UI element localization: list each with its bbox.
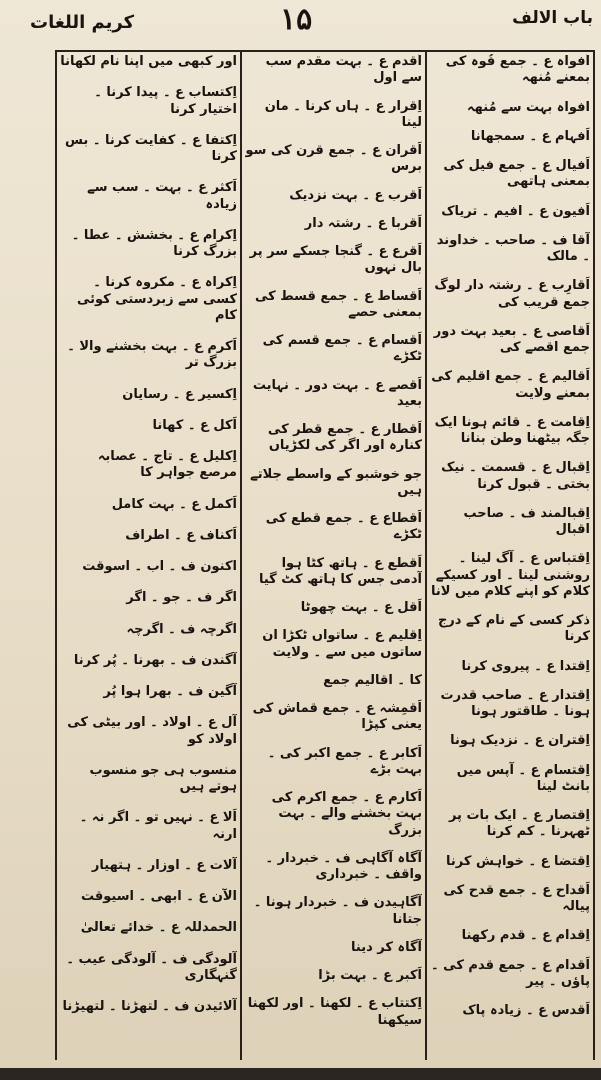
column-right (430, 54, 590, 1064)
dictionary-entry: اَفواہ ع ۔ جمع فُوہ کی بمعنے مُنھہ (445, 54, 590, 86)
column-left (60, 54, 237, 1064)
dictionary-entry: اِقتسام ع ۔ آپس میں بانٹ لینا (456, 762, 590, 794)
dictionary-entry: اَقرع ع ۔ گنجا جسکے سر پر بال نہوں (249, 244, 422, 276)
dictionary-entry: اِقتضا ع ۔ خواہش کرنا (446, 853, 590, 869)
dictionary-entry: اَکبر ع ۔ بہت بڑا (318, 968, 422, 983)
dictionary-entry: اَقران ع ۔ جمع قرن کی سو برس (245, 143, 422, 175)
dictionary-entry: اِقتدا ع ۔ پیروی کرنا (461, 658, 590, 674)
dictionary-entry: اِقتران ع ۔ نزدیک ہونا (450, 733, 590, 749)
dictionary-entry: اِکسیر ع ۔ رسایان (122, 386, 237, 402)
dictionary-entry: اِقرار ع ۔ ہاں کرنا ۔ مان لینا (264, 98, 422, 130)
dictionary-entry: آگاہیدن ف ۔ خبردار ہونا ۔ جتانا (253, 895, 422, 927)
dictionary-entry: اِکتفا ع ۔ کفایت کرنا ۔ بس کرنا (65, 132, 237, 164)
dictionary-entry: آگاہ آگاہی ف ۔ خبردار ۔ واقف ۔ خبرداری (265, 850, 422, 882)
dictionary-entry: آلودگی ف ۔ آلودگی عیب ۔ گنہگاری (66, 951, 237, 983)
book-title: کریم اللغات (30, 12, 135, 33)
dictionary-entry: اَکابر ع ۔ جمع اکبر کی ۔ بہت بڑے (267, 745, 422, 777)
dictionary-entry: افواہ بہت سے مُنھہ (467, 99, 590, 115)
dictionary-entry: اور کبھی میں اپنا نام لکھانا (60, 54, 237, 69)
dictionary-entry: کا ۔ اقالیم جمع (323, 672, 422, 688)
column-divider-outer-left (55, 50, 57, 1060)
dictionary-entry: اکنون ف ۔ اب ۔ اسوقت (82, 559, 237, 574)
dictionary-entry: اَقاصی ع ۔ بعید بہت دور جمع اقصے کی (433, 323, 590, 355)
dictionary-entry: اَقارِب ع ۔ رشتہ دار لوگ جمع قریب کی (434, 278, 590, 310)
scan-bottom-edge (0, 1068, 601, 1080)
page-header (0, 0, 601, 50)
dictionary-entry: اِقلیم ع ۔ ساتواں ٹکڑا ان ساتوں میں سے ۔ ولایت (262, 628, 422, 660)
dictionary-entry: اَکرم ع ۔ بہت بخشنے والا ۔ بزرگ تر (67, 339, 237, 371)
dictionary-entry: اَکثر ع ۔ بہت ۔ سب سے زیادہ (87, 180, 237, 212)
dictionary-entry: الحمدللہ ع ۔ خدائے تعالیٰ (80, 920, 237, 936)
dictionary-entry: اَقساط ع ۔ جمع قسط کی بمعنی حصے (254, 288, 422, 320)
dictionary-entry: اِقبال ع ۔ قسمت ۔ نیک بختی ۔ قبول کرنا (441, 460, 590, 492)
column-left-entries (60, 54, 237, 1015)
dictionary-entry: آلات ع ۔ اوزار ۔ ہتھیار (91, 857, 237, 873)
dictionary-entry: اَقدام ع ۔ جمع قدم کی ۔ پاؤں ۔ پیر (431, 957, 590, 989)
dictionary-entry: اَقالیم ع ۔ جمع اقلیم کی بمعنے ولایت (431, 369, 590, 401)
dictionary-entry: اَقصے ع ۔ بہت دور ۔ نہایت بعید (252, 377, 422, 409)
dictionary-entry: آگین ف ۔ بھرا ہوا پُر (103, 684, 237, 699)
dictionary-entry: آگاہ کر دینا (351, 939, 422, 955)
dictionary-entry: اِکرام ع ۔ بخشش ۔ عطا ۔ بزرگ کرنا (71, 227, 237, 259)
dictionary-entry: اِقتصار ع ۔ ایک بات پر ٹھہرنا ۔ کم کرنا (448, 808, 590, 840)
dictionary-entry: ذکر کسی کے نام کے درج کرنا (437, 613, 590, 645)
dictionary-entry: اِکتتاب ع ۔ لکھنا ۔ اور لکھنا سیکھنا (247, 996, 422, 1028)
dictionary-entry: اَقدس ع ۔ زیادہ پاک (462, 1003, 590, 1018)
dictionary-entry: اَفہام ع ۔ سمجھانا (470, 128, 590, 144)
dictionary-entry: اَقطار ع ۔ جمع قطر کی کنارہ اور اگر کی لکڑیاں (267, 422, 422, 454)
dictionary-entry: الآن ع ۔ ابھی ۔ اسیوقت (80, 889, 237, 904)
dictionary-entry: آگندن ف ۔ بھرنا ۔ پُر کرنا (73, 652, 237, 668)
column-right-entries (430, 54, 590, 1019)
dictionary-entry: اِقامت ع ۔ قائم ہونا ایک جگہ بیٹھنا وطن بنانا (434, 414, 590, 446)
dictionary-entry: اَقدم ع ۔ بہت مقدم سب سے اول (265, 54, 422, 86)
header-rule (55, 50, 595, 52)
dictionary-entry: اَکارم ع ۔ جمع اکرم کی بہت بخشنے والے ۔ بہت بزرگ (271, 790, 422, 838)
column-middle-entries (245, 54, 422, 1029)
page-number: ۱۵ (280, 2, 313, 37)
dictionary-entry: منسوب ہی جو منسوب ہوتے ہیں (89, 762, 237, 794)
column-middle (245, 54, 422, 1064)
column-divider-right (425, 50, 427, 1060)
dictionary-entry: اَقرب ع ۔ بہت نزدیک (289, 187, 422, 203)
dictionary-entry: اَکل ع ۔ کھانا (152, 417, 237, 433)
dictionary-entry: اَقل ع ۔ بہت چھوٹا (300, 600, 422, 615)
dictionary-entry: آل ع ۔ اولاد ۔ اور بیٹی کی اولاد کو (67, 715, 237, 747)
dictionary-entry: اَفیال ع ۔ جمع فیل کی بمعنی ہاتھی (443, 158, 590, 190)
dictionary-entry: اگر ف ۔ جو ۔ اگر (126, 590, 237, 606)
dictionary-entry: اَقداح ع ۔ جمع قدح کی پیالہ (443, 882, 590, 914)
column-divider-left (240, 50, 242, 1060)
dictionary-entry: اَقمِشہ ع ۔ جمع قماش کی یعنی کپڑا (252, 701, 422, 733)
dictionary-entry: اَلا ع ۔ نہیں تو ۔ اگر نہ ۔ ارنہ (79, 810, 237, 842)
dictionary-entry: اَفیون ع ۔ افیم ۔ تریاک (441, 203, 590, 219)
dictionary-entry: اگرچہ ف ۔ اگرچہ (126, 621, 237, 637)
dictionary-entry: اَکناف ع ۔ اطراف (125, 527, 237, 543)
dictionary-entry: اِقتباس ع ۔ آگ لینا ۔ روشنی لینا ۔ اور کسیکے کلام کو اپنے کلام میں لانا (430, 551, 590, 599)
dictionary-entry: آقا ف ۔ صاحب ۔ خداوند ۔ مالک (436, 232, 590, 264)
dictionary-entry: اَقسام ع ۔ جمع قسم کی ٹکڑے (262, 333, 422, 365)
dictionary-entry: اَقطع ع ۔ ہاتھ کٹا ہوا آدمی جس کا ہاتھ کٹ گیا (258, 555, 422, 587)
dictionary-entry: اِقبالمند ف ۔ صاحب اقبال (463, 505, 590, 537)
dictionary-entry: اِکتساب ع ۔ پیدا کرنا ۔ اختیار کرنا (94, 85, 237, 117)
section-title: باب الالف (512, 8, 593, 28)
dictionary-entry: اِکراہ ع ۔ مکروہ کرنا ۔ کسی سے زبردستی کوئی کام (76, 275, 237, 323)
dictionary-entry: اَقربا ع ۔ رشتہ دار (304, 215, 422, 231)
dictionary-entry: اِکلیل ع ۔ تاج ۔ عصابہ مرصع جواہر کا (97, 449, 237, 481)
dictionary-entry: اَقطاع ع ۔ جمع قطع کی ٹکڑے (265, 511, 422, 543)
dictionary-entry: آلائیدن ف ۔ لتھڑنا ۔ لتھیڑنا (62, 999, 237, 1014)
dictionary-entry: جو خوشبو کے واسطے جلاتے ہیں (250, 466, 422, 498)
column-divider-outer-right (593, 50, 595, 1060)
dictionary-entry: اِقدام ع ۔ قدم رکھنا (461, 928, 590, 944)
dictionary-entry: اِقتدار ع ۔ صاحب قدرت ہونا ۔ طاقتور ہونا (440, 687, 590, 719)
dictionary-entry: اَکمل ع ۔ بہت کامل (111, 496, 237, 512)
